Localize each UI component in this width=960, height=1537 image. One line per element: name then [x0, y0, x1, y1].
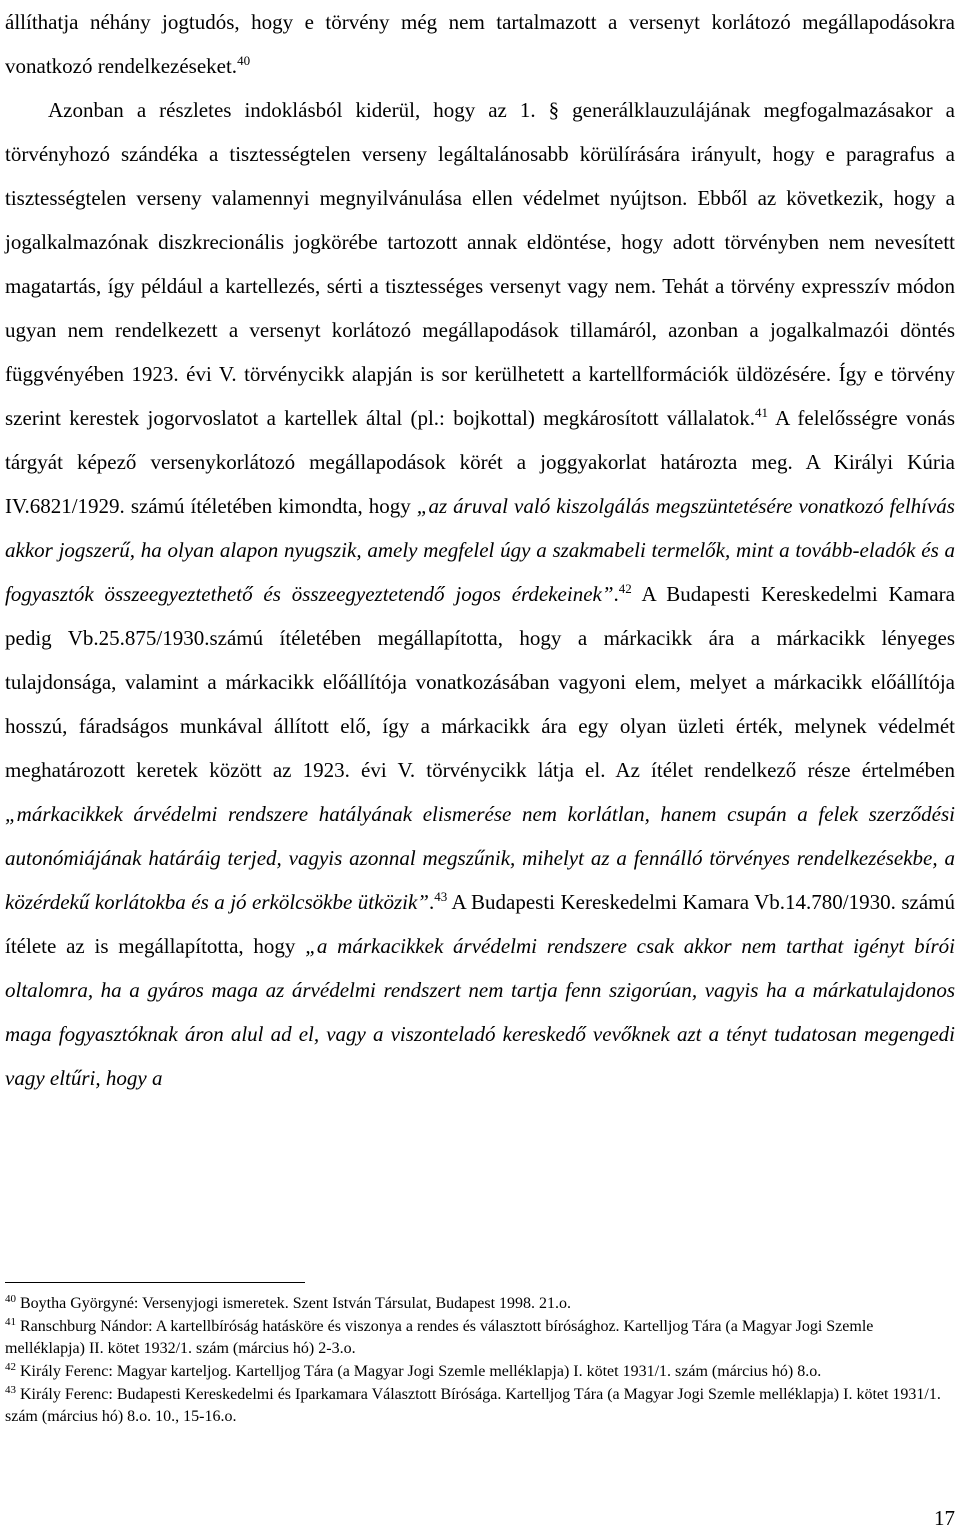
- footnote-number: 43: [5, 1384, 16, 1396]
- footnote-text: Király Ferenc: Magyar karteljog. Kartelljog Tára (a Magyar Jogi Szemle melléklapja) I. kötet 1931/1. szám (március hó) 8.o.: [20, 1363, 822, 1380]
- paragraph-2: [5, 88, 955, 1100]
- footnote: [5, 1316, 955, 1360]
- paragraph-1: [5, 0, 955, 88]
- footnote: [5, 1293, 955, 1315]
- text: A Budapesti Kereskedelmi Kamara pedig Vb.25.875/1930.számú ítéletében megállapította, hogy a márkacikk ára a márkacikk lényeges tulajdonsága, valamint a márkacikk előállítója vonatkozásában vagyoni elem, melyet a márkacikk előállítója hosszú, fáradságos munkával állított elő, így a márkacikk ára egy olyan üzleti érték, melynek védelmét meghatározott keretek között az 1923. évi V. törvénycikk látja el. Az ítélet rendelkező része értelmében: [5, 582, 955, 782]
- quote-markacikk: „márkacikkek árvédelmi rendszere hatályának elismerése nem korlátlan, hanem csupán a felek szerződési autonómiájának határáig terjed, vagyis azonnal megszűnik, mihelyt az a fennálló törvényes rendelkezésekbe, a közérdekű korlátokba és a jó erkölcsökbe ütközik”: [5, 802, 955, 914]
- footnote-ref-42: 42: [618, 581, 632, 596]
- footnote: [5, 1384, 955, 1428]
- page-number: 17: [934, 1506, 955, 1530]
- text: .: [613, 582, 619, 606]
- page: [5, 0, 955, 1100]
- footnote-number: 42: [5, 1361, 16, 1373]
- footnote-text: Ranschburg Nándor: A kartellbíróság hatásköre és viszonya a rendes és választott bírósághoz. Kartelljog Tára (a Magyar Jogi Szemle melléklapja) II. kötet 1932/1. szám (március hó) 2-3.o.: [5, 1318, 874, 1357]
- quote-arvedelmi: „a márkacikkek árvédelmi rendszere csak akkor nem tarthat igényt bírói oltalomra, ha a gyáros maga az árvédelmi rendszert nem tartja fenn szigorúan, vagyis ha a márkatulajdonos maga fogyasztóknak áron alul ad el, vagy a viszonteladó kereskedő vevőknek azt a tényt tudatosan megengedi vagy eltűri, hogy a: [5, 934, 956, 1090]
- text: .: [428, 890, 435, 914]
- text: A felelősségre vonás tárgyát képező versenykorlátozó megállapodások körét a joggyakorlat határozta meg. A Királyi Kúria IV.6821/1929. számú ítéletében kimondta, hogy: [5, 406, 956, 518]
- footnote-ref-41: 41: [754, 405, 768, 420]
- footnote-text: Boytha Györgyné: Versenyjogi ismeretek. Szent István Társulat, Budapest 1998. 21.o.: [20, 1295, 572, 1312]
- footnote-number: 40: [5, 1293, 16, 1305]
- footnote-ref-43: 43: [434, 889, 448, 904]
- body-text: [5, 0, 955, 1100]
- footnote: [5, 1361, 955, 1383]
- footnotes: [5, 1293, 955, 1429]
- footnote-divider: [5, 1282, 305, 1283]
- text: A Budapesti Kereskedelmi Kamara Vb.14.780/1930. számú ítélete az is megállapította, hogy: [5, 890, 956, 958]
- text: Azonban a részletes indoklásból kiderül, hogy az 1. § generálklauzulájának megfogalmazásakor a törvényhozó szándéka a tisztességtelen verseny legáltalánosabb körülírására irányult, hogy e paragrafus a tisztességtelen verseny valamennyi megnyilvánulása ellen védelmet nyújtson. Ebből az következik, hogy a jogalkalmazónak diszkrecionális jogkörébe tartozott annak eldöntése, hogy adott törvényben nem nevesített magatartás, így például a kartellezés, sérti a tisztességes versenyt vagy nem. Tehát a törvény expresszív módon ugyan nem rendelkezett a versenyt korlátozó megállapodások tillamáról, azonban a jogalkalmazói döntés függvényében 1923. évi V. törvénycikk alapján is sor kerülhetett a kartellformációk üldözésére. Így e törvény szerint kerestek jogorvoslatot a kartellek által (pl.: bojkottal) megkárosított vállalatok.: [5, 98, 955, 430]
- footnote-number: 41: [5, 1316, 16, 1328]
- quote-kuria: „az áruval való kiszolgálás megszüntetésére vonatkozó felhívás akkor jogszerű, ha olyan alapon nyugszik, amely megfelel úgy a szakmabeli termelők, mint a tovább-eladók és a fogyasztók összeegyeztethető és összeegyeztetendő jogos érdekeinek”: [5, 494, 955, 606]
- text: állíthatja néhány jogtudós, hogy e törvény még nem tartalmazott a versenyt korlátozó megállapodásokra vonatkozó rendelkezéseket.: [5, 10, 955, 78]
- footnote-text: Király Ferenc: Budapesti Kereskedelmi és Iparkamara Választott Bírósága. Kartelljog Tára (a Magyar Jogi Szemle melléklapja) I. kötet 1931/1. szám (március hó) 8.o. 10., 15-16.o.: [5, 1386, 941, 1425]
- footnote-ref-40: 40: [237, 53, 251, 68]
